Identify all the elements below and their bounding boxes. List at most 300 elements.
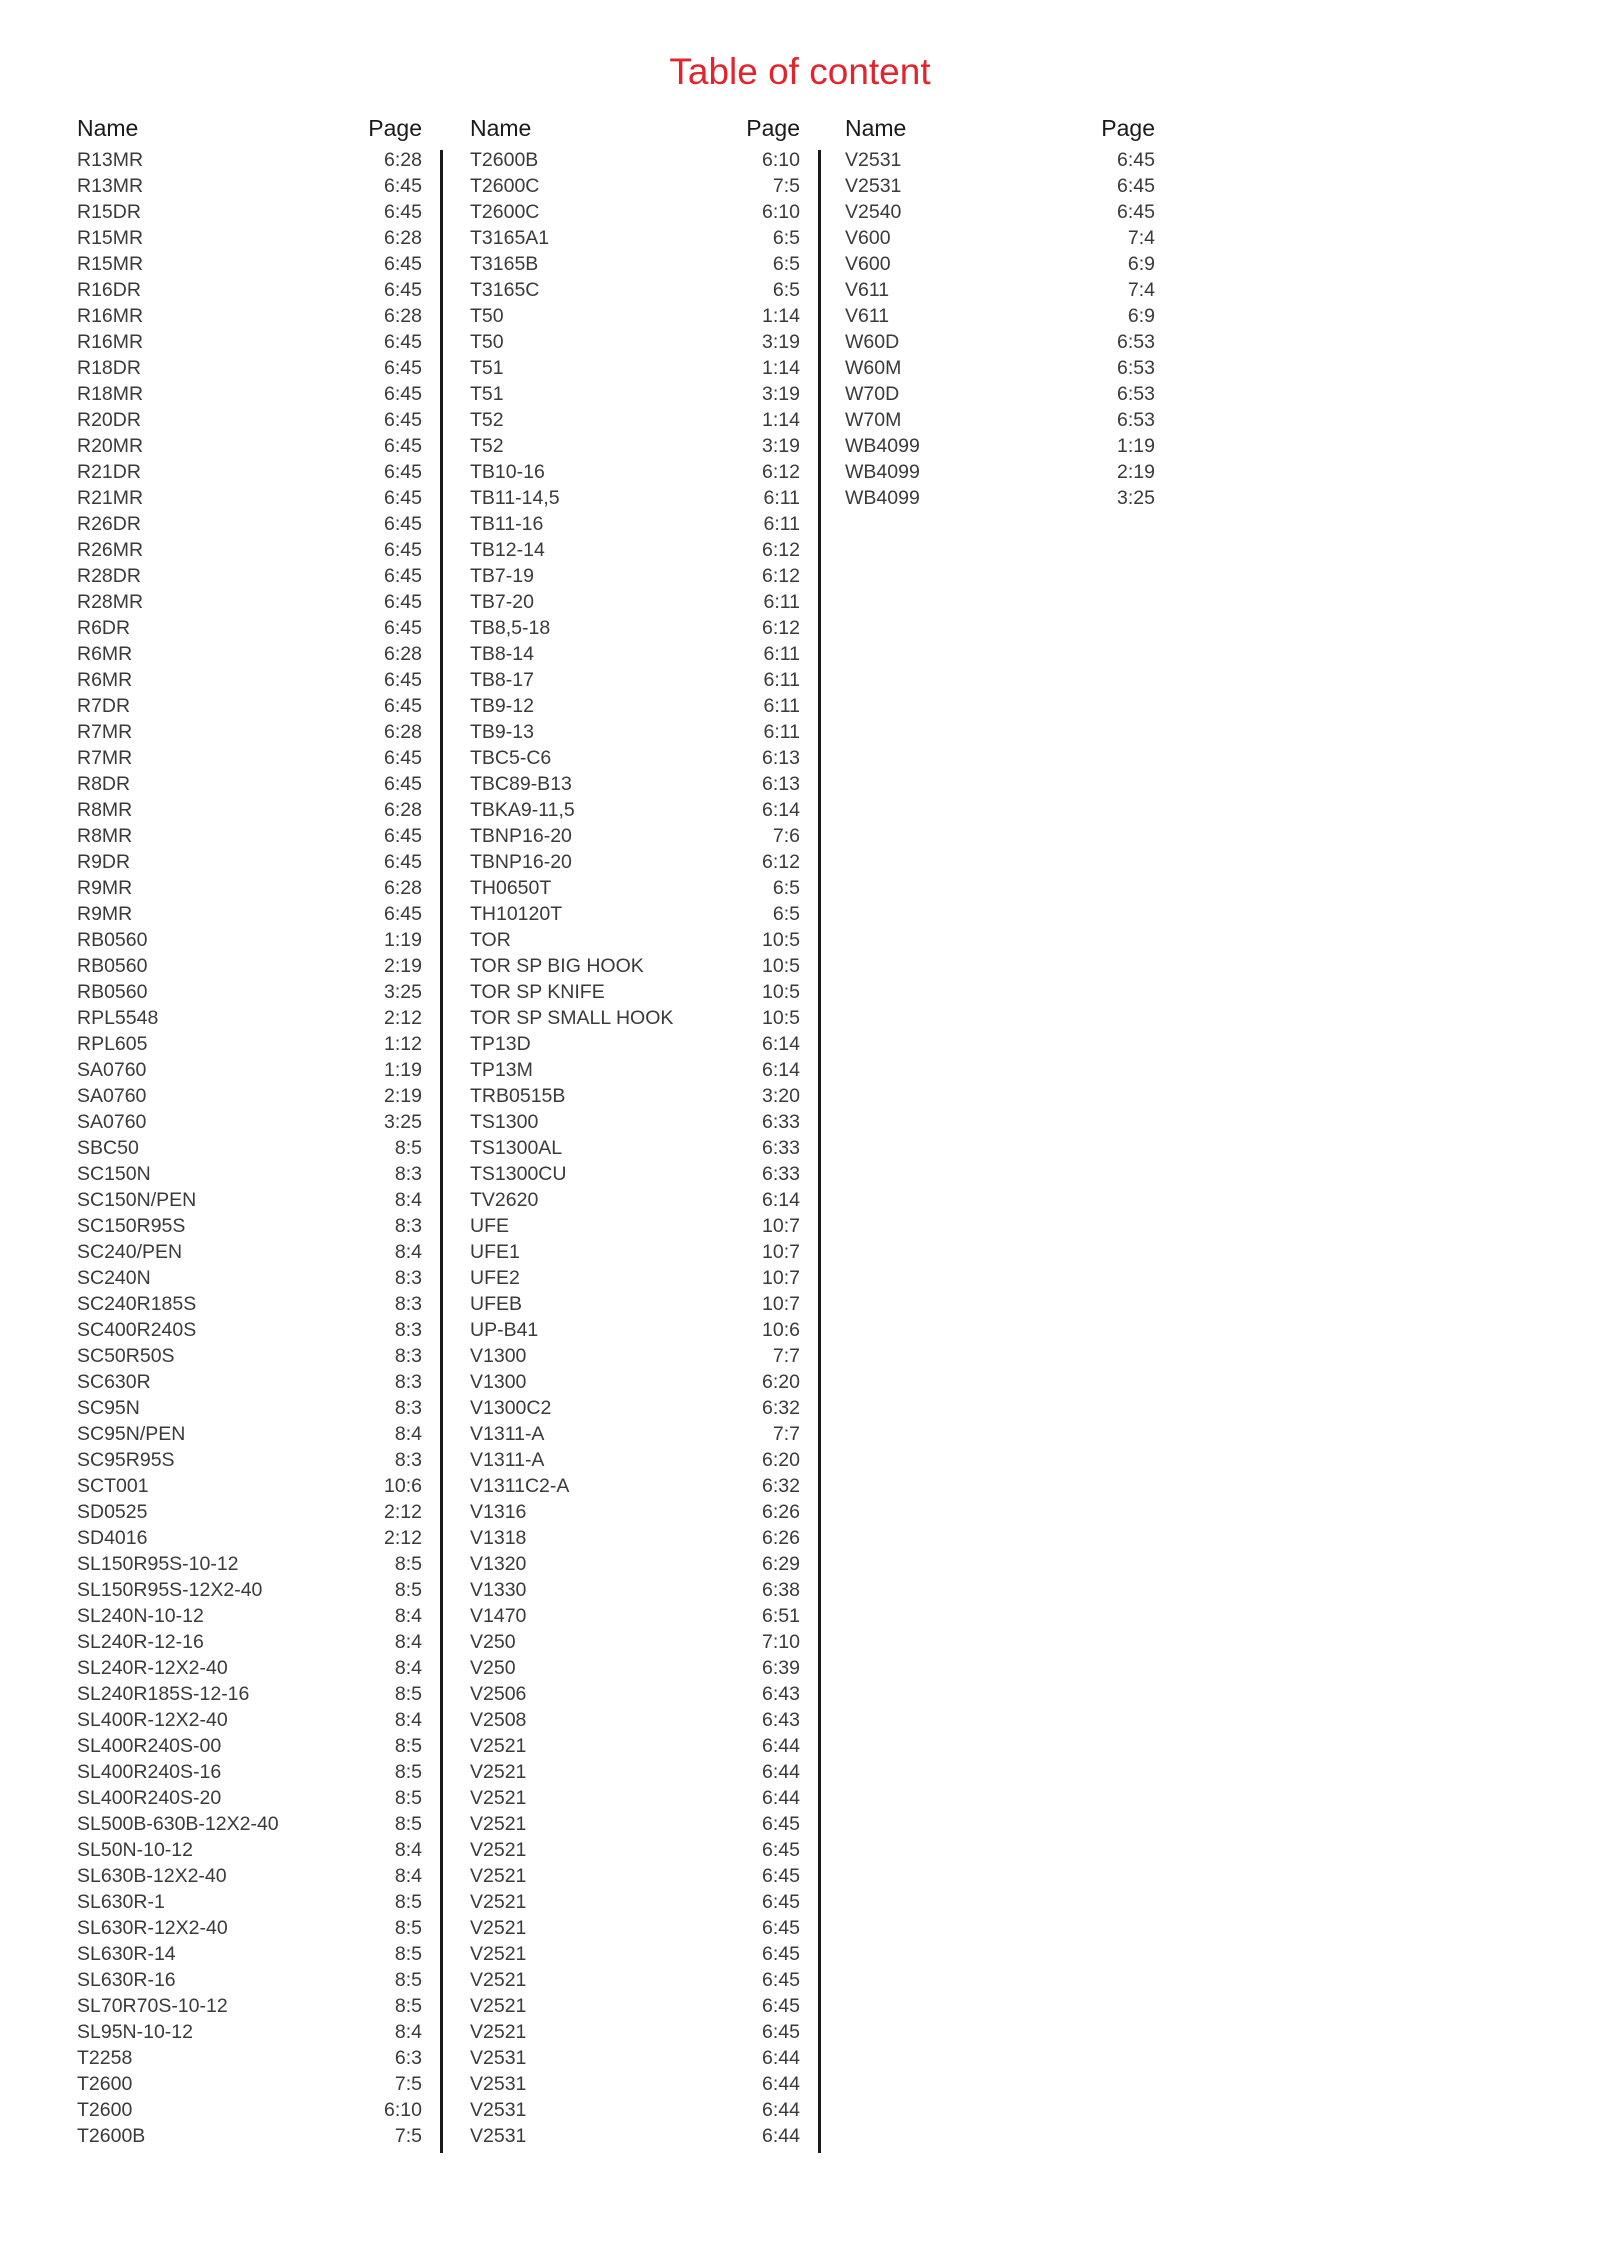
toc-entry — [845, 225, 1155, 251]
toc-entry — [845, 277, 1155, 303]
entry-name: TB8-14 — [470, 643, 534, 665]
entry-page: 6:45 — [384, 513, 422, 535]
entry-name: V1311C2-A — [470, 1475, 570, 1497]
entry-page: 2:12 — [384, 1501, 422, 1523]
toc-entry — [77, 1291, 422, 1317]
toc-entry — [77, 511, 422, 537]
toc-entry — [77, 381, 422, 407]
entry-name: R21DR — [77, 461, 141, 483]
entry-page: 3:19 — [762, 435, 800, 457]
toc-entry — [77, 1837, 422, 1863]
toc-entry — [77, 2071, 422, 2097]
entry-page: 8:5 — [394, 1683, 422, 1705]
toc-entry — [77, 1993, 422, 2019]
entry-page: 10:7 — [762, 1267, 800, 1289]
toc-entry — [470, 1135, 800, 1161]
entry-page: 8:4 — [394, 1189, 422, 1211]
toc-entry — [77, 1785, 422, 1811]
toc-entry — [77, 1109, 422, 1135]
entry-page: 6:45 — [384, 695, 422, 717]
entry-name: RPL605 — [77, 1033, 148, 1055]
entry-page: 6:44 — [762, 1787, 800, 1809]
entry-name: V2531 — [470, 2125, 527, 2147]
entry-name: TBNP16-20 — [470, 851, 572, 873]
toc-entry — [77, 1707, 422, 1733]
toc-entry — [470, 1759, 800, 1785]
column-header — [77, 112, 422, 144]
column-header — [470, 112, 800, 144]
entry-page: 8:4 — [394, 1709, 422, 1731]
toc-entry — [77, 979, 422, 1005]
entry-name: V2508 — [470, 1709, 527, 1731]
entry-page: 2:19 — [384, 955, 422, 977]
entry-page: 6:45 — [384, 461, 422, 483]
entry-name: V2531 — [470, 2073, 527, 2095]
entry-name: R15MR — [77, 227, 144, 249]
toc-entry — [470, 225, 800, 251]
toc-rows — [470, 147, 800, 2149]
entry-name: W60M — [845, 357, 902, 379]
entry-name: SL240R185S-12-16 — [77, 1683, 250, 1705]
entry-page: 6:43 — [762, 1683, 800, 1705]
entry-page: 6:9 — [1127, 305, 1155, 327]
entry-name: WB4099 — [845, 461, 920, 483]
toc-entry — [77, 407, 422, 433]
entry-page: 6:45 — [384, 175, 422, 197]
toc-entry — [77, 1161, 422, 1187]
entry-page: 8:5 — [394, 1891, 422, 1913]
toc-entry — [77, 1187, 422, 1213]
entry-page: 6:5 — [772, 279, 800, 301]
entry-name: SC95N — [77, 1397, 140, 1419]
entry-page: 7:7 — [772, 1423, 800, 1445]
toc-entry — [77, 2123, 422, 2149]
toc-entry — [470, 1655, 800, 1681]
entry-page: 6:11 — [763, 695, 800, 717]
entry-page: 8:3 — [394, 1293, 422, 1315]
entry-page: 10:6 — [384, 1475, 422, 1497]
entry-page: 6:44 — [762, 1735, 800, 1757]
entry-page: 10:7 — [762, 1293, 800, 1315]
entry-page: 3:20 — [762, 1085, 800, 1107]
entry-name: T2600C — [470, 175, 540, 197]
entry-page: 2:19 — [1117, 461, 1155, 483]
entry-page: 8:3 — [394, 1163, 422, 1185]
toc-entry — [77, 1395, 422, 1421]
toc-entry — [77, 1421, 422, 1447]
entry-page: 6:53 — [1117, 331, 1155, 353]
entry-name: R13MR — [77, 149, 144, 171]
entry-name: TBC5-C6 — [470, 747, 552, 769]
entry-page: 6:45 — [762, 1865, 800, 1887]
toc-entry — [845, 173, 1155, 199]
toc-entry — [77, 693, 422, 719]
toc-entry — [470, 875, 800, 901]
entry-page: 6:53 — [1117, 357, 1155, 379]
entry-name: TB12-14 — [470, 539, 545, 561]
entry-name: SC50R50S — [77, 1345, 175, 1367]
entry-name: TP13D — [470, 1033, 531, 1055]
entry-name: R16MR — [77, 305, 144, 327]
entry-name: V2521 — [470, 1761, 527, 1783]
entry-page: 6:45 — [762, 1891, 800, 1913]
toc-entry — [77, 563, 422, 589]
entry-name: SL50N-10-12 — [77, 1839, 193, 1861]
entry-name: SL150R95S-12X2-40 — [77, 1579, 263, 1601]
toc-entry — [470, 1811, 800, 1837]
entry-name: TBNP16-20 — [470, 825, 572, 847]
entry-page: 3:19 — [762, 383, 800, 405]
entry-name: SL95N-10-12 — [77, 2021, 193, 2043]
entry-page: 6:45 — [384, 747, 422, 769]
toc-entry — [77, 1447, 422, 1473]
toc-entry — [77, 1005, 422, 1031]
entry-name: T50 — [470, 331, 504, 353]
toc-entry — [77, 1811, 422, 1837]
entry-name: V250 — [470, 1631, 516, 1653]
toc-entry — [470, 277, 800, 303]
entry-page: 8:5 — [394, 1761, 422, 1783]
toc-entry — [470, 693, 800, 719]
toc-column-3 — [845, 112, 1155, 511]
entry-page: 1:19 — [384, 1059, 422, 1081]
entry-page: 6:44 — [762, 2099, 800, 2121]
entry-page: 6:14 — [762, 1059, 800, 1081]
entry-page: 6:10 — [762, 149, 800, 171]
toc-entry — [77, 1135, 422, 1161]
entry-name: R6MR — [77, 643, 133, 665]
toc-entry — [470, 251, 800, 277]
toc-entry — [77, 459, 422, 485]
toc-entry — [470, 1187, 800, 1213]
toc-entry — [77, 1603, 422, 1629]
entry-page: 6:45 — [762, 2021, 800, 2043]
entry-page: 6:45 — [384, 409, 422, 431]
entry-name: R16MR — [77, 331, 144, 353]
entry-name: R15DR — [77, 201, 141, 223]
entry-name: RPL5548 — [77, 1007, 159, 1029]
entry-name: SD4016 — [77, 1527, 148, 1549]
entry-page: 6:5 — [772, 227, 800, 249]
column-divider — [818, 150, 821, 2153]
entry-name: SL630R-14 — [77, 1943, 176, 1965]
toc-entry — [470, 927, 800, 953]
entry-name: T52 — [470, 409, 504, 431]
entry-name: V2521 — [470, 1995, 527, 2017]
entry-page: 7:4 — [1127, 279, 1155, 301]
toc-entry — [470, 1707, 800, 1733]
entry-page: 8:5 — [394, 1943, 422, 1965]
entry-name: V1470 — [470, 1605, 527, 1627]
entry-page: 7:6 — [772, 825, 800, 847]
entry-page: 6:14 — [762, 1033, 800, 1055]
toc-entry — [470, 1161, 800, 1187]
entry-page: 1:19 — [1117, 435, 1155, 457]
toc-entry — [470, 589, 800, 615]
toc-entry — [77, 719, 422, 745]
entry-name: V1320 — [470, 1553, 527, 1575]
entry-name: TH0650T — [470, 877, 552, 899]
entry-name: TS1300AL — [470, 1137, 563, 1159]
toc-entry — [470, 2097, 800, 2123]
entry-page: 6:44 — [762, 2047, 800, 2069]
entry-page: 8:5 — [394, 1553, 422, 1575]
entry-page: 10:7 — [762, 1241, 800, 1263]
entry-page: 1:19 — [384, 929, 422, 951]
entry-page: 7:5 — [394, 2073, 422, 2095]
toc-column-2 — [470, 112, 800, 2149]
entry-page: 6:5 — [772, 253, 800, 275]
toc-entry — [845, 303, 1155, 329]
toc-entry — [77, 1369, 422, 1395]
entry-name: T51 — [470, 383, 504, 405]
entry-name: T2600B — [470, 149, 539, 171]
toc-entry — [470, 797, 800, 823]
toc-entry — [470, 1551, 800, 1577]
entry-page: 6:26 — [762, 1527, 800, 1549]
entry-page: 6:14 — [762, 1189, 800, 1211]
entry-page: 8:3 — [394, 1267, 422, 1289]
entry-name: R18DR — [77, 357, 141, 379]
entry-page: 6:12 — [762, 539, 800, 561]
toc-entry — [77, 303, 422, 329]
entry-name: R7DR — [77, 695, 131, 717]
entry-name: SL400R240S-00 — [77, 1735, 222, 1757]
entry-name: T51 — [470, 357, 504, 379]
toc-entry — [77, 329, 422, 355]
toc-entry — [470, 147, 800, 173]
toc-entry — [77, 1317, 422, 1343]
toc-entry — [77, 2097, 422, 2123]
toc-entry — [77, 797, 422, 823]
entry-name: SL630R-16 — [77, 1969, 176, 1991]
toc-entry — [470, 1317, 800, 1343]
entry-name: T3165A1 — [470, 227, 550, 249]
toc-entry — [470, 823, 800, 849]
entry-name: V1300 — [470, 1345, 527, 1367]
entry-name: SC400R240S — [77, 1319, 197, 1341]
entry-page: 3:25 — [384, 1111, 422, 1133]
entry-name: TBC89-B13 — [470, 773, 572, 795]
entry-name: T2600 — [77, 2073, 133, 2095]
entry-name: TB7-19 — [470, 565, 534, 587]
entry-name: T2600C — [470, 201, 540, 223]
entry-page: 6:11 — [763, 591, 800, 613]
entry-name: V2521 — [470, 1787, 527, 1809]
toc-entry — [77, 199, 422, 225]
entry-name: V2531 — [470, 2047, 527, 2069]
entry-name: SL400R240S-20 — [77, 1787, 222, 1809]
entry-name: T50 — [470, 305, 504, 327]
toc-entry — [77, 1551, 422, 1577]
entry-name: V2531 — [845, 175, 902, 197]
entry-page: 6:11 — [763, 643, 800, 665]
toc-entry — [470, 1395, 800, 1421]
toc-entry — [470, 1525, 800, 1551]
entry-page: 6:45 — [384, 565, 422, 587]
toc-entry — [77, 667, 422, 693]
toc-entry — [77, 1915, 422, 1941]
toc-entry — [470, 1109, 800, 1135]
toc-entry — [470, 849, 800, 875]
entry-page: 2:19 — [384, 1085, 422, 1107]
entry-page: 6:33 — [762, 1111, 800, 1133]
entry-page: 6:12 — [762, 565, 800, 587]
entry-page: 8:4 — [394, 1423, 422, 1445]
entry-page: 6:45 — [384, 253, 422, 275]
entry-name: UFE — [470, 1215, 509, 1237]
toc-rows — [77, 147, 422, 2149]
entry-page: 6:33 — [762, 1163, 800, 1185]
entry-name: V2521 — [470, 1917, 527, 1939]
page-header: Page — [1101, 115, 1155, 141]
entry-name: W70M — [845, 409, 902, 431]
entry-name: V1300C2 — [470, 1397, 552, 1419]
entry-name: SL400R-12X2-40 — [77, 1709, 228, 1731]
entry-name: SC240/PEN — [77, 1241, 183, 1263]
entry-name: UFE1 — [470, 1241, 520, 1263]
entry-page: 2:12 — [384, 1007, 422, 1029]
toc-entry — [77, 1213, 422, 1239]
page-title: Table of content — [669, 51, 931, 92]
entry-name: TH10120T — [470, 903, 563, 925]
toc-entry — [845, 459, 1155, 485]
toc-entry — [77, 1889, 422, 1915]
entry-page: 6:10 — [762, 201, 800, 223]
column-divider — [440, 150, 443, 2153]
entry-name: SC240N — [77, 1267, 151, 1289]
entry-page: 8:3 — [394, 1449, 422, 1471]
entry-name: WB4099 — [845, 435, 920, 457]
entry-name: TB11-16 — [470, 513, 544, 535]
entry-page: 6:11 — [763, 513, 800, 535]
toc-entry — [77, 2045, 422, 2071]
entry-name: SL630R-1 — [77, 1891, 165, 1913]
entry-page: 6:32 — [762, 1397, 800, 1419]
entry-name: TBKA9-11,5 — [470, 799, 575, 821]
entry-name: R15MR — [77, 253, 144, 275]
entry-page: 6:53 — [1117, 409, 1155, 431]
entry-name: TB9-12 — [470, 695, 534, 717]
entry-page: 6:51 — [762, 1605, 800, 1627]
entry-page: 1:14 — [762, 409, 800, 431]
entry-name: R20DR — [77, 409, 141, 431]
entry-name: UFE2 — [470, 1267, 520, 1289]
entry-page: 6:45 — [384, 773, 422, 795]
entry-page: 6:5 — [772, 877, 800, 899]
entry-page: 6:45 — [384, 825, 422, 847]
entry-name: R6DR — [77, 617, 131, 639]
toc-entry — [470, 2123, 800, 2149]
toc-entry — [77, 355, 422, 381]
toc-entry — [77, 589, 422, 615]
toc-entry — [470, 1083, 800, 1109]
entry-name: V2521 — [470, 1943, 527, 1965]
toc-entry — [470, 2045, 800, 2071]
entry-page: 6:14 — [762, 799, 800, 821]
entry-name: V1311-A — [470, 1449, 545, 1471]
entry-page: 6:28 — [384, 305, 422, 327]
toc-entry — [77, 251, 422, 277]
entry-name: T3165B — [470, 253, 539, 275]
entry-name: SC95R95S — [77, 1449, 175, 1471]
entry-page: 6:32 — [762, 1475, 800, 1497]
entry-page: 6:45 — [384, 617, 422, 639]
toc-rows — [845, 147, 1155, 511]
toc-entry — [77, 1941, 422, 1967]
toc-entry — [77, 849, 422, 875]
entry-name: R16DR — [77, 279, 141, 301]
entry-name: V1318 — [470, 1527, 527, 1549]
entry-name: V1311-A — [470, 1423, 545, 1445]
toc-entry — [470, 901, 800, 927]
entry-page: 7:10 — [762, 1631, 800, 1653]
toc-entry — [470, 615, 800, 641]
toc-entry — [845, 433, 1155, 459]
entry-page: 8:5 — [394, 1579, 422, 1601]
entry-page: 8:5 — [394, 1735, 422, 1757]
entry-page: 8:4 — [394, 1241, 422, 1263]
toc-entry — [77, 1265, 422, 1291]
entry-page: 6:28 — [384, 227, 422, 249]
toc-entry — [77, 1083, 422, 1109]
toc-entry — [845, 485, 1155, 511]
toc-entry — [470, 1499, 800, 1525]
entry-page: 6:28 — [384, 799, 422, 821]
toc-entry — [470, 667, 800, 693]
entry-name: SL630R-12X2-40 — [77, 1917, 228, 1939]
entry-name: SL630B-12X2-40 — [77, 1865, 227, 1887]
entry-name: R26MR — [77, 539, 144, 561]
entry-page: 10:5 — [762, 1007, 800, 1029]
entry-name: V2521 — [470, 2021, 527, 2043]
entry-page: 10:5 — [762, 929, 800, 951]
entry-name: SL70R70S-10-12 — [77, 1995, 228, 2017]
entry-name: V2506 — [470, 1683, 527, 1705]
toc-entry — [470, 407, 800, 433]
toc-entry — [77, 615, 422, 641]
entry-page: 8:4 — [394, 1865, 422, 1887]
entry-name: V1300 — [470, 1371, 527, 1393]
toc-entry — [470, 1447, 800, 1473]
entry-name: SCT001 — [77, 1475, 149, 1497]
toc-entry — [77, 953, 422, 979]
entry-name: R26DR — [77, 513, 141, 535]
entry-page: 6:20 — [762, 1371, 800, 1393]
toc-entry — [470, 1915, 800, 1941]
entry-page: 6:45 — [762, 1943, 800, 1965]
toc-entry — [470, 1681, 800, 1707]
entry-page: 2:12 — [384, 1527, 422, 1549]
entry-name: R9MR — [77, 877, 133, 899]
toc-entry — [470, 433, 800, 459]
entry-name: SL240R-12-16 — [77, 1631, 204, 1653]
entry-page: 6:44 — [762, 1761, 800, 1783]
entry-name: V2521 — [470, 1969, 527, 1991]
entry-page: 6:44 — [762, 2073, 800, 2095]
toc-entry — [77, 901, 422, 927]
toc-entry — [470, 1967, 800, 1993]
entry-page: 6:43 — [762, 1709, 800, 1731]
entry-name: TOR SP SMALL HOOK — [470, 1007, 674, 1029]
entry-page: 6:45 — [384, 357, 422, 379]
toc-entry — [470, 355, 800, 381]
toc-entry — [470, 771, 800, 797]
entry-page: 8:4 — [394, 2021, 422, 2043]
toc-entry — [77, 1525, 422, 1551]
entry-page: 6:26 — [762, 1501, 800, 1523]
entry-page: 8:5 — [394, 1995, 422, 2017]
